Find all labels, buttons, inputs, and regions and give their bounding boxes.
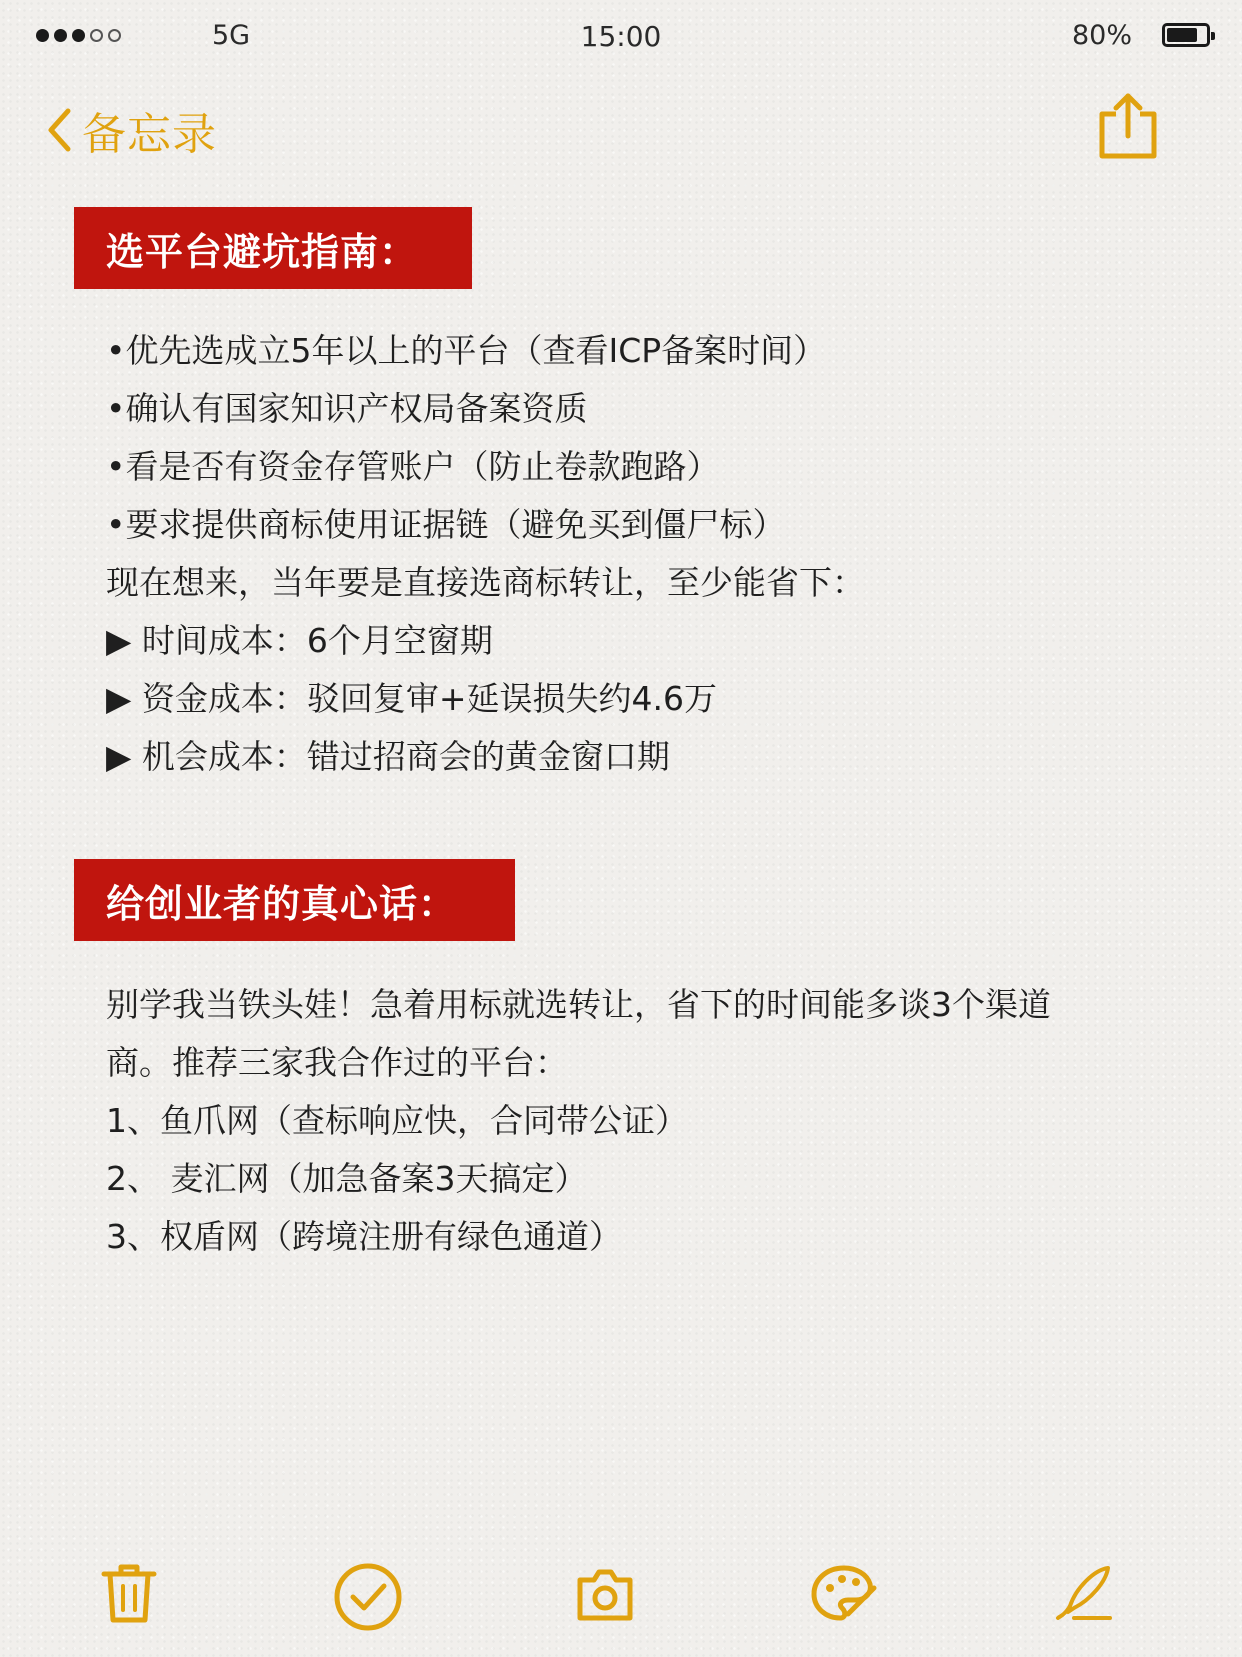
battery-percent: 80% bbox=[1071, 20, 1132, 51]
chevron-left-icon bbox=[46, 107, 72, 153]
trash-icon bbox=[100, 1562, 158, 1624]
palette-button[interactable] bbox=[810, 1562, 878, 1628]
palette-icon bbox=[810, 1562, 878, 1624]
note-line: ▶ 时间成本：6个月空窗期 bbox=[106, 621, 493, 660]
checklist-button[interactable] bbox=[333, 1562, 403, 1636]
note-line: •确认有国家知识产权局备案资质 bbox=[106, 389, 588, 428]
back-button[interactable] bbox=[46, 98, 217, 162]
share-icon bbox=[1096, 90, 1160, 162]
pen-icon bbox=[1054, 1562, 1114, 1624]
note-line: 商。推荐三家我合作过的平台： bbox=[106, 1043, 568, 1082]
battery-fill bbox=[1167, 28, 1197, 42]
checklist-icon bbox=[333, 1562, 403, 1632]
note-line: 别学我当铁头娃！急着用标就选转让，省下的时间能多谈3个渠道 bbox=[106, 985, 1051, 1024]
note-line: •看是否有资金存管账户（防止卷款跑路） bbox=[106, 447, 720, 486]
camera-icon bbox=[574, 1562, 636, 1624]
note-line: 2、 麦汇网（加急备案3天搞定） bbox=[106, 1159, 588, 1198]
battery-icon bbox=[1162, 23, 1210, 47]
note-line: 1、鱼爪网（查标响应快，合同带公证） bbox=[106, 1101, 688, 1140]
back-label: 备忘录 bbox=[82, 109, 217, 160]
note-line: 3、权盾网（跨境注册有绿色通道） bbox=[106, 1217, 622, 1256]
status-bar bbox=[0, 0, 1242, 76]
note-line: ▶ 资金成本：驳回复审+延误损失约4.6万 bbox=[106, 679, 717, 718]
section-heading-guide: 选平台避坑指南： bbox=[74, 207, 472, 289]
share-button[interactable] bbox=[1096, 90, 1160, 166]
battery-tip bbox=[1211, 32, 1215, 40]
network-type: 5G bbox=[212, 20, 251, 51]
note-line: ▶ 机会成本：错过招商会的黄金窗口期 bbox=[106, 737, 670, 776]
clock: 15:00 bbox=[580, 20, 662, 53]
note-line: 现在想来，当年要是直接选商标转让，至少能省下： bbox=[106, 563, 865, 602]
section-heading-advice: 给创业者的真心话： bbox=[74, 859, 515, 941]
note-line: •要求提供商标使用证据链（避免买到僵尸标） bbox=[106, 505, 786, 544]
compose-button[interactable] bbox=[1054, 1562, 1114, 1628]
camera-button[interactable] bbox=[574, 1562, 636, 1628]
note-line: •优先选成立5年以上的平台（查看ICP备案时间） bbox=[106, 331, 827, 370]
delete-button[interactable] bbox=[100, 1562, 158, 1628]
